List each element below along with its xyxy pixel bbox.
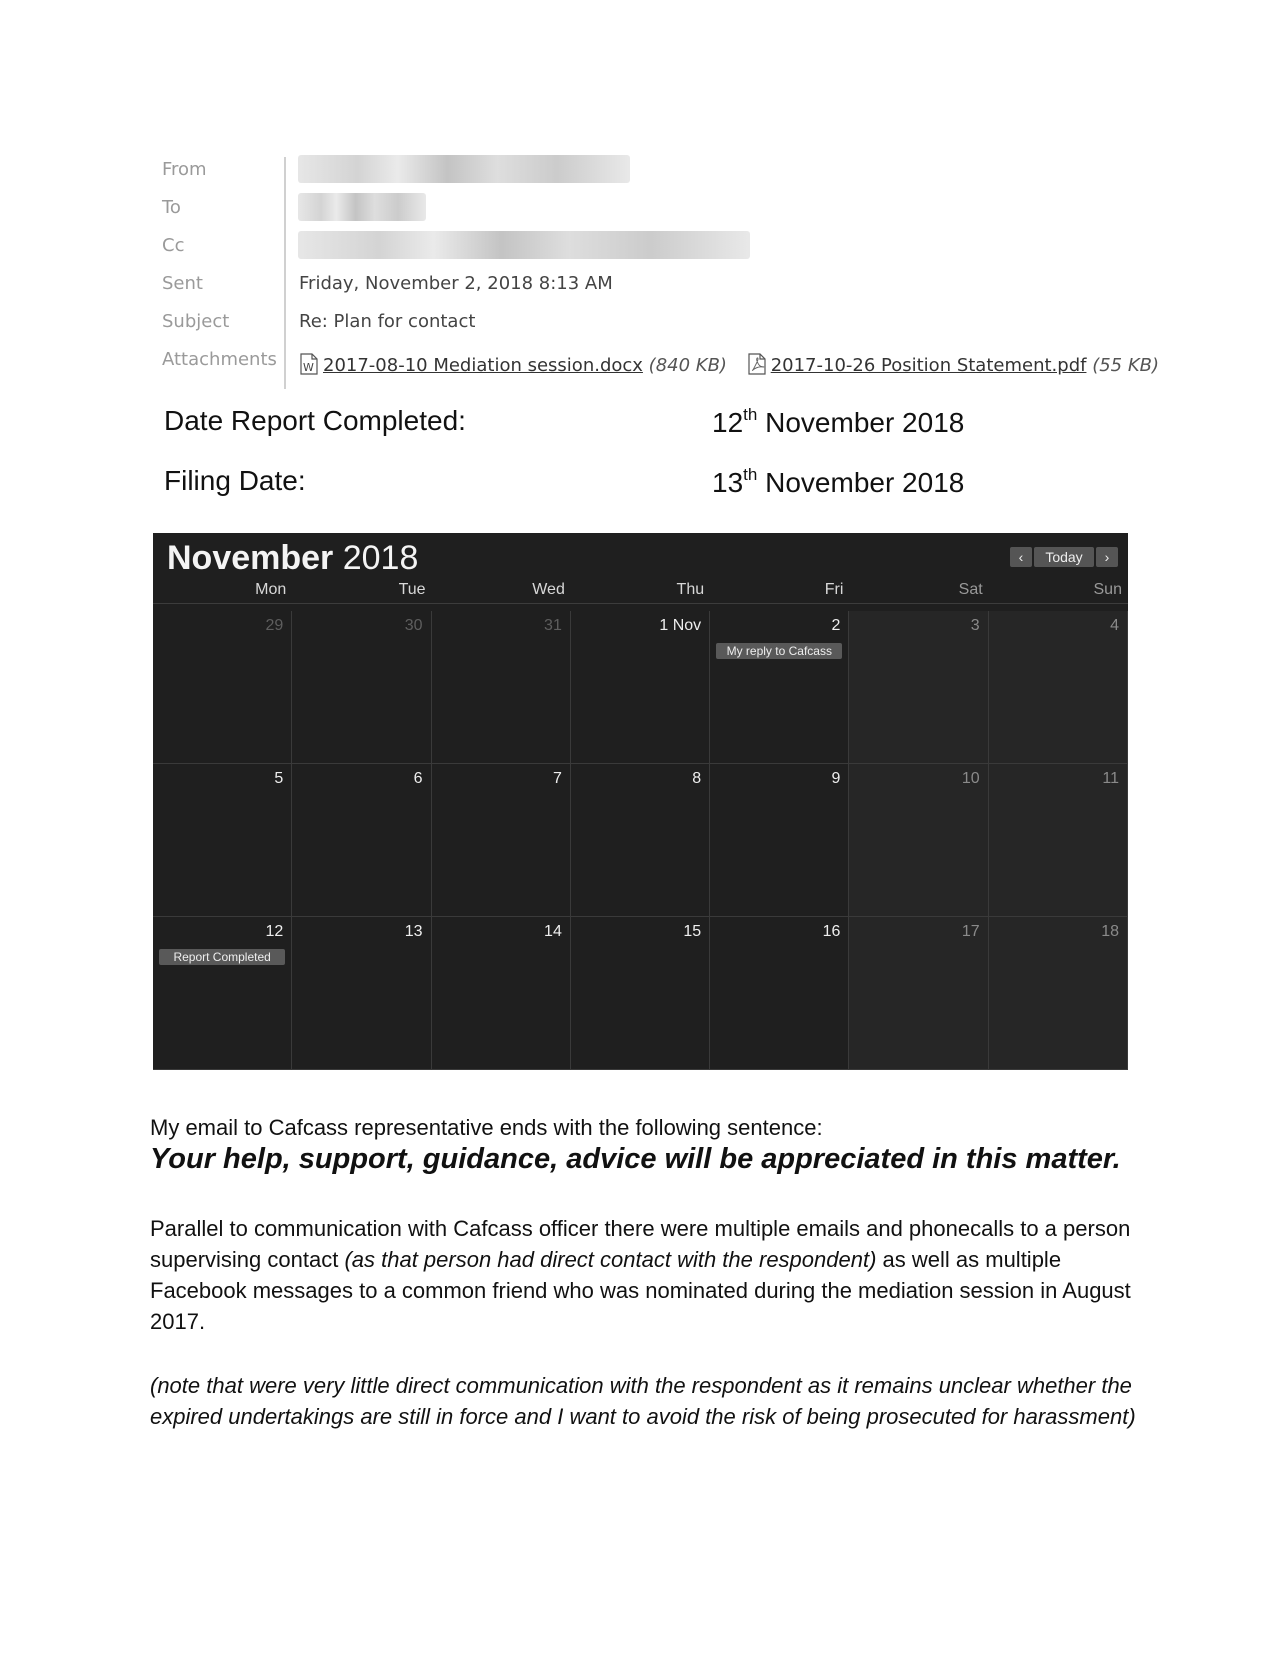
cc-label: Cc [162, 235, 185, 256]
event-my-reply-to-cafcass[interactable]: My reply to Cafcass [716, 643, 842, 659]
date-completed-row [164, 405, 1064, 465]
day-cell[interactable]: 31 [432, 611, 571, 764]
day-cell[interactable]: 17 [849, 917, 988, 1070]
sent-label: Sent [162, 273, 203, 294]
attachment-size-pdf: (55 KB) [1092, 355, 1160, 376]
day-cell[interactable]: 8 [571, 764, 710, 917]
redacted-cc [298, 231, 750, 259]
redacted-from [298, 155, 630, 183]
attachments-list [299, 353, 1173, 380]
calendar-grid [153, 611, 1128, 1070]
date-completed-label: Date Report Completed: [164, 405, 466, 436]
email-subject-row [150, 297, 1130, 335]
to-label: To [162, 197, 181, 218]
paragraph-note: (note that were very little direct communication with the respondent as it remains unclear whether the expired undertakings are still in force and I want to avoid the risk of being prosecuted for harassment) [150, 1373, 1136, 1429]
email-to-row [150, 183, 1130, 221]
attachments-label: Attachments [162, 349, 277, 370]
calendar-nav [1010, 547, 1118, 567]
day-cell[interactable]: 14 [432, 917, 571, 1070]
day-cell[interactable]: 4 [989, 611, 1128, 764]
subject-value: Re: Plan for contact [299, 311, 476, 332]
subject-label: Subject [162, 311, 230, 332]
attachment-size-docx: (840 KB) [648, 355, 727, 376]
prev-month-button[interactable]: ‹ [1010, 547, 1032, 567]
weekday-thu: Thu [676, 581, 705, 598]
event-report-completed[interactable]: Report Completed [159, 949, 285, 965]
weekday-sun: Sun [1093, 581, 1122, 598]
filing-date-row [164, 465, 1064, 525]
day-cell[interactable]: 12 Report Completed [153, 917, 292, 1070]
day-cell[interactable]: 30 [292, 611, 431, 764]
email-from-row [150, 145, 1130, 183]
filing-date-value: 13th November 2018 [712, 465, 965, 498]
day-cell[interactable]: 5 [153, 764, 292, 917]
day-cell[interactable]: 6 [292, 764, 431, 917]
filing-date-label: Filing Date: [164, 465, 306, 496]
closing-quote: Your help, support, guidance, advice will be appreciated in this matter. [150, 1143, 1121, 1175]
calendar-screenshot [153, 533, 1128, 1070]
sent-value: Friday, November 2, 2018 8:13 AM [299, 273, 613, 294]
intro-sentence: My email to Cafcass representative ends with the following sentence: [150, 1115, 823, 1140]
day-cell[interactable]: 18 [989, 917, 1128, 1070]
email-header [150, 145, 1160, 376]
email-attachments-row [150, 335, 1160, 376]
next-month-button[interactable]: › [1096, 547, 1118, 567]
day-cell[interactable]: 10 [849, 764, 988, 917]
weekday-mon: Mon [255, 581, 287, 598]
day-cell[interactable]: 7 [432, 764, 571, 917]
day-cell[interactable]: 3 [849, 611, 988, 764]
report-dates [164, 405, 1064, 525]
weekday-header [153, 581, 1128, 604]
day-cell[interactable]: 9 [710, 764, 849, 917]
calendar-title: November 2018 [167, 539, 419, 577]
day-cell[interactable]: 2 My reply to Cafcass [710, 611, 849, 764]
day-cell[interactable]: 1 Nov [571, 611, 710, 764]
weekday-sat: Sat [958, 581, 983, 598]
paragraph-communication: Parallel to communication with Cafcass officer there were multiple emails and phonecalls to a person supervising contact (as that person had direct contact with the respondent) as well as multiple Facebook messages to a common friend who was nominated during the mediation session in August 2017. [150, 1216, 1131, 1334]
email-sent-row [150, 259, 1130, 297]
today-button[interactable]: Today [1034, 547, 1094, 567]
day-cell[interactable]: 15 [571, 917, 710, 1070]
svg-text:W: W [303, 361, 314, 374]
pdf-file-icon [747, 353, 767, 380]
word-file-icon [299, 353, 319, 380]
day-cell[interactable]: 29 [153, 611, 292, 764]
email-cc-row [150, 221, 1130, 259]
from-label: From [162, 159, 207, 180]
weekday-wed: Wed [532, 581, 565, 598]
redacted-to [298, 193, 426, 221]
weekday-tue: Tue [398, 581, 426, 598]
attachment-link-pdf[interactable]: 2017-10-26 Position Statement.pdf [770, 355, 1087, 376]
day-cell[interactable]: 11 [989, 764, 1128, 917]
weekday-fri: Fri [824, 581, 844, 598]
day-cell[interactable]: 13 [292, 917, 431, 1070]
day-cell[interactable]: 16 [710, 917, 849, 1070]
date-completed-value: 12th November 2018 [712, 405, 965, 438]
attachment-link-docx[interactable]: 2017-08-10 Mediation session.docx [323, 355, 643, 376]
